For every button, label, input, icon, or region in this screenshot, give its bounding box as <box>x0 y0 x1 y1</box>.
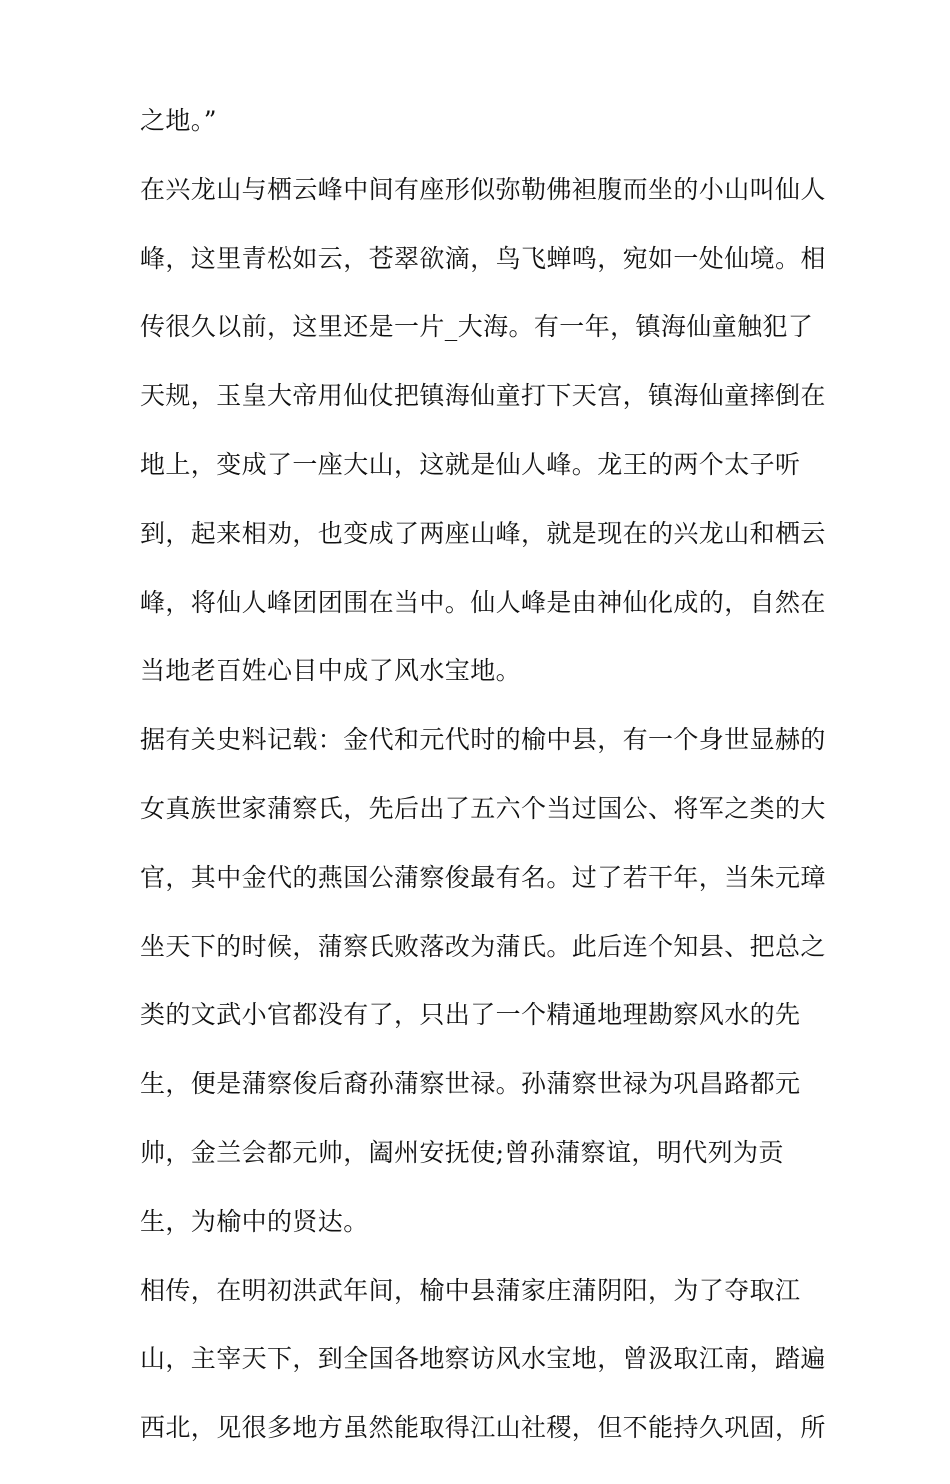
text-line: 峰，将仙人峰团团围在当中。仙人峰是由神仙化成的，自然在 <box>140 587 826 617</box>
text-line: 之地。” <box>140 106 217 135</box>
text-line: 生，为榆中的贤达。 <box>140 1206 369 1236</box>
text-line: 生，便是蒲察俊后裔孙蒲察世禄。孙蒲察世禄为巩昌路都元 <box>140 1069 801 1099</box>
text-line: 西北，见很多地方虽然能取得江山社稷，但不能持久巩固，所 <box>140 1413 826 1443</box>
text-line: 当地老百姓心目中成了风水宝地。 <box>140 656 522 686</box>
text-line: 峰，这里青松如云，苍翠欲滴，鸟飞蝉鸣，宛如一处仙境。相 <box>140 243 826 273</box>
text-line: 传很久以前，这里还是一片_大海。有一年，镇海仙童触犯了 <box>140 312 814 342</box>
text-line: 坐天下的时候，蒲察氏败落改为蒲氏。此后连个知县、把总之 <box>140 931 826 961</box>
text-line: 帅，金兰会都元帅，阖州安抚使;曾孙蒲察谊，明代列为贡 <box>140 1137 784 1167</box>
text-line: 地上，变成了一座大山，这就是仙人峰。龙王的两个太子听 <box>140 449 801 479</box>
text-line: 天规，玉皇大帝用仙仗把镇海仙童打下天宫，镇海仙童摔倒在 <box>140 381 826 411</box>
text-line: 山，主宰天下，到全国各地察访风水宝地，曾汲取江南，踏遍 <box>140 1344 826 1374</box>
text-line: 官，其中金代的燕国公蒲察俊最有名。过了若干年，当朱元璋 <box>140 862 826 892</box>
text-line: 到，起来相劝，也变成了两座山峰，就是现在的兴龙山和栖云 <box>140 518 826 548</box>
text-line: 据有关史料记载：金代和元代时的榆中县，有一个身世显赫的 <box>140 725 826 755</box>
text-line: 类的文武小官都没有了，只出了一个精通地理勘察风水的先 <box>140 1000 801 1030</box>
text-line: 女真族世家蒲察氏，先后出了五六个当过国公、将军之类的大 <box>140 793 826 823</box>
document-body <box>140 106 826 1484</box>
text-line: 在兴龙山与栖云峰中间有座形似弥勒佛袒腹而坐的小山叫仙人 <box>140 174 826 204</box>
text-line: 相传，在明初洪武年间，榆中县蒲家庄蒲阴阳，为了夺取江 <box>140 1275 801 1305</box>
